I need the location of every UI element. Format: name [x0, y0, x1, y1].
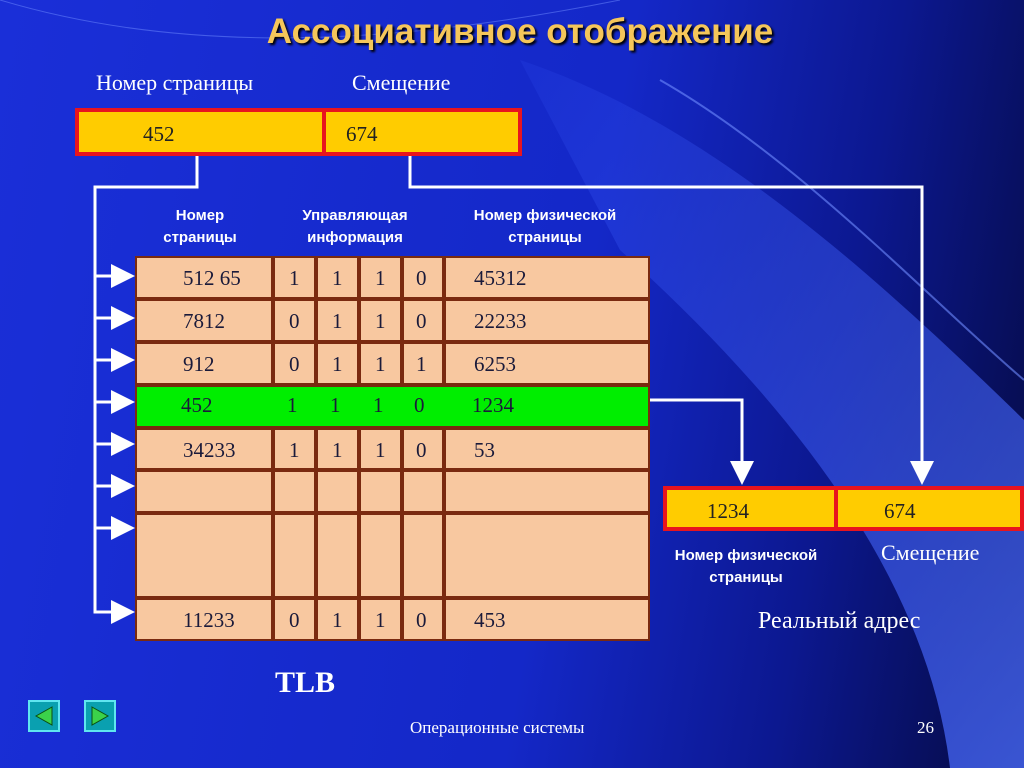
tlb-cell-phys: 453	[444, 598, 650, 641]
tlb-cell-phys: 1234	[472, 393, 514, 417]
tlb-header-physical: Номер физической страницы	[473, 207, 617, 246]
tlb-cell-c4: 0	[402, 256, 444, 299]
tlb-cell-c3: 1	[373, 393, 384, 417]
real-offset-box: 674	[834, 486, 1024, 531]
tlb-cell-phys: 45312	[444, 256, 650, 299]
tlb-cell-phys: 53	[444, 428, 650, 470]
tlb-cell-c3: 1	[359, 428, 402, 470]
tlb-cell-c4: 0	[402, 299, 444, 342]
offset-label: Смещение	[352, 70, 451, 95]
slide-number: 26	[917, 718, 934, 737]
tlb-cell-c2: 1	[316, 598, 359, 641]
tlb-cell-c4: 1	[402, 342, 444, 385]
tlb-cell-page: 512 65	[135, 256, 273, 299]
page-number-label: Номер страницы	[96, 70, 254, 95]
tlb-cell-c4: 0	[402, 598, 444, 641]
real-page-box: 1234	[663, 486, 838, 531]
virtual-page-box: 452	[75, 108, 328, 156]
tlb-cell-page	[135, 470, 273, 513]
tlb-cell-c2: 1	[316, 299, 359, 342]
real-offset-label: Смещение	[881, 540, 980, 565]
tlb-cell-c4	[402, 513, 444, 598]
tlb-cell-c2	[316, 513, 359, 598]
tlb-cell-c1: 0	[273, 598, 316, 641]
tlb-cell-c2: 1	[330, 393, 341, 417]
tlb-cell-page: 7812	[135, 299, 273, 342]
tlb-cell-c3: 1	[359, 299, 402, 342]
tlb-cell-c3: 1	[359, 256, 402, 299]
tlb-cell-c2: 1	[316, 256, 359, 299]
tlb-cell-c1: 1	[287, 393, 298, 417]
tlb-cell-page: 912	[135, 342, 273, 385]
tlb-cell-c1: 1	[273, 428, 316, 470]
tlb-cell-c2: 1	[316, 342, 359, 385]
tlb-cell-c1	[273, 470, 316, 513]
tlb-cell-phys: 6253	[444, 342, 650, 385]
tlb-cell-c2	[316, 470, 359, 513]
tlb-cell-c1	[273, 513, 316, 598]
tlb-cell-page: 11233	[135, 598, 273, 641]
tlb-cell-phys: 22233	[444, 299, 650, 342]
tlb-cell-phys	[444, 513, 650, 598]
tlb-cell-c3: 1	[359, 598, 402, 641]
tlb-cell-c3	[359, 470, 402, 513]
next-slide-button[interactable]	[84, 700, 116, 732]
tlb-label: TLB	[275, 666, 336, 699]
tlb-header-control: Управляющая информация	[302, 207, 408, 246]
virtual-offset-box: 674	[322, 108, 522, 156]
tlb-cell-c1: 1	[273, 256, 316, 299]
tlb-cell-c2: 1	[316, 428, 359, 470]
tlb-cell-c4	[402, 470, 444, 513]
real-address-caption: Реальный адрес	[758, 608, 921, 634]
tlb-cell-phys	[444, 470, 650, 513]
tlb-header-page: Номер страницы	[163, 207, 237, 246]
footer-course: Операционные системы	[410, 718, 585, 737]
tlb-cell-page: 452	[181, 393, 213, 417]
triangle-left-icon	[30, 702, 58, 730]
tlb-cell-c4: 0	[414, 393, 425, 417]
tlb-cell-page: 34233	[135, 428, 273, 470]
tlb-cell-c3: 1	[359, 342, 402, 385]
tlb-cell-c1: 0	[273, 342, 316, 385]
tlb-cell-c3	[359, 513, 402, 598]
page-title: Ассоциативное отображение	[266, 12, 774, 51]
tlb-cell-page	[135, 513, 273, 598]
prev-slide-button[interactable]	[28, 700, 60, 732]
tlb-cell-c4: 0	[402, 428, 444, 470]
real-phys-label: Номер физической страницы	[674, 547, 818, 586]
triangle-right-icon	[86, 702, 114, 730]
tlb-cell-c1: 0	[273, 299, 316, 342]
